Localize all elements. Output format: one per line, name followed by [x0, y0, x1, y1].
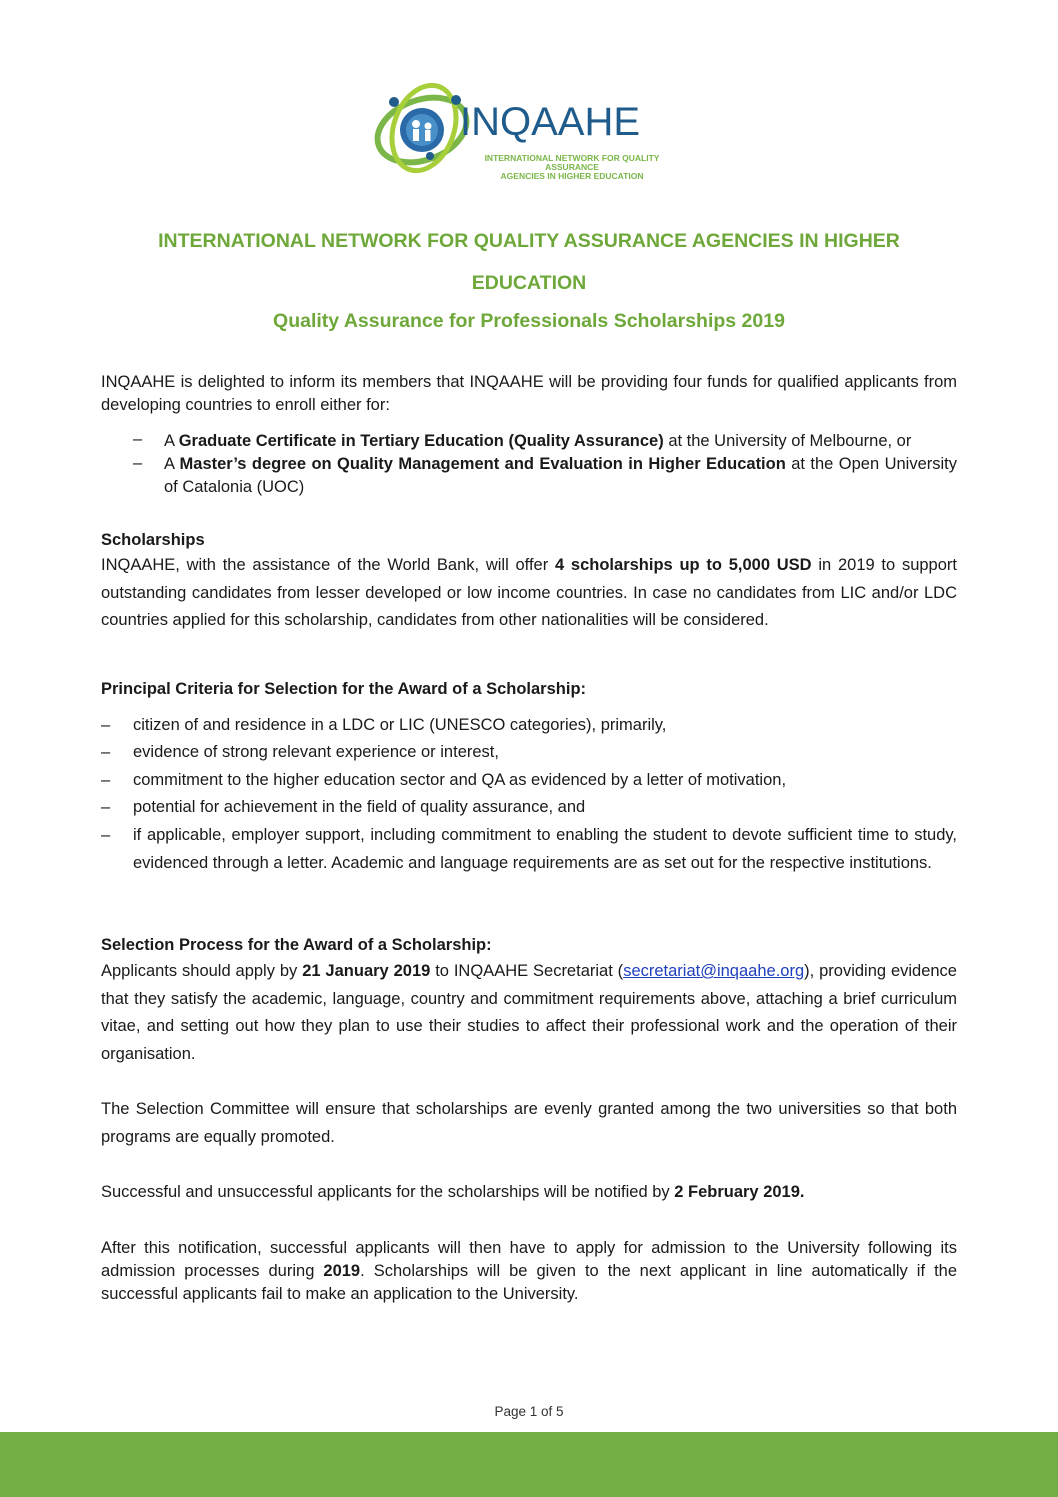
email-link[interactable]: secretariat@inqaahe.org — [623, 962, 805, 980]
list-item: if applicable, employer support, including commitment to enabling the student to devote sufficient time to study, evidenced through a letter. Academic and language requirements are as set out for the respective institutions. — [133, 826, 957, 872]
after-paragraph: After this notification, successful applicants will then have to apply for admission to the University following its admission processes during 2019. Scholarships will be given to the next applicant in line automatically if the successful applicants fail to make an application to the University. — [101, 1239, 958, 1303]
dash-bullet: – — [101, 743, 111, 761]
dash-bullet: – — [133, 430, 143, 448]
logo-subtitle-line1: INTERNATIONAL NETWORK FOR QUALITY ASSURANCE — [484, 153, 660, 172]
dash-bullet: – — [101, 716, 111, 734]
list-item: A Master’s degree on Quality Management and Evaluation in Higher Education at the Open University of Catalonia (UOC) — [164, 455, 958, 496]
section-heading: Scholarships — [101, 531, 205, 549]
notification-paragraph: Successful and unsuccessful applicants for the scholarships will be notified by 2 February 2019. — [101, 1183, 805, 1201]
selection-paragraph: Applicants should apply by 21 January 2019 to INQAAHE Secretariat (secretariat@inqaahe.org), providing evidence that they satisfy the academic, language, country and commitment requirements above, attaching a brief curriculum vitae, and setting out how they plan to use their studies to affect their professional work and the operation of their organisation. — [101, 962, 957, 1063]
section-heading: Selection Process for the Award of a Scholarship: — [101, 936, 492, 954]
committee-paragraph: The Selection Committee will ensure that scholarships are evenly granted among the two universities so that both programs are equally promoted. — [101, 1100, 957, 1146]
scholarships-paragraph: INQAAHE, with the assistance of the World Bank, will offer 4 scholarships up to 5,000 USD in 2019 to support outstanding candidates from lesser developed or low income countries. In case no candidates from LIC and/or LDC countries applied for this scholarship, candidates from other nationalities will be considered. — [101, 556, 957, 629]
logo-subtitle-line2: AGENCIES IN HIGHER EDUCATION — [500, 170, 644, 181]
dash-bullet: – — [101, 798, 111, 816]
inqaahe-logo — [372, 78, 682, 188]
logo-subtitle — [472, 154, 672, 181]
list-item: citizen of and residence in a LDC or LIC (UNESCO categories), primarily, — [133, 716, 667, 734]
document-title: INTERNATIONAL NETWORK FOR QUALITY ASSURANCE AGENCIES IN HIGHER EDUCATION — [158, 230, 900, 294]
list-item: commitment to the higher education sector and QA as evidenced by a letter of motivation, — [133, 771, 787, 789]
list-item: potential for achievement in the field of quality assurance, and — [133, 798, 586, 816]
dash-bullet: – — [133, 454, 143, 472]
dash-bullet: – — [101, 771, 111, 789]
intro-paragraph: INQAAHE is delighted to inform its members that INQAAHE will be providing four funds for qualified applicants from developing countries to enroll either for: — [101, 373, 957, 414]
logo-wordmark: INQAAHE — [460, 100, 641, 144]
list-item: evidence of strong relevant experience or interest, — [133, 743, 499, 761]
section-heading: Principal Criteria for Selection for the Award of a Scholarship: — [101, 680, 587, 698]
dash-bullet: – — [101, 826, 111, 844]
footer-bar — [0, 1432, 1058, 1497]
document-subtitle: Quality Assurance for Professionals Scholarships 2019 — [273, 310, 785, 332]
globe-emblem-icon — [372, 78, 472, 188]
page-number: Page 1 of 5 — [494, 1404, 564, 1419]
list-item: A Graduate Certificate in Tertiary Education (Quality Assurance) at the University of Melbourne, or — [164, 432, 912, 450]
